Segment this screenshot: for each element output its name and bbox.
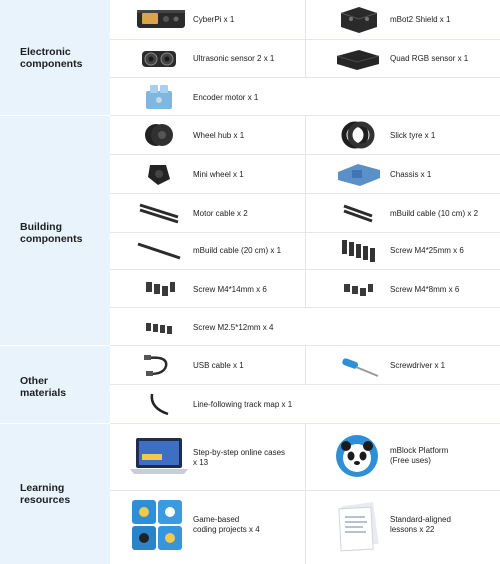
- item-label-ultrasonic-sensor: Ultrasonic sensor 2 x 1: [193, 54, 275, 63]
- mblock-panda-logo: [333, 432, 381, 480]
- mini-wheel-image: [142, 159, 176, 189]
- column-divider: [305, 345, 306, 384]
- usb-cable-image: [142, 350, 176, 380]
- category-electronic-components: Electronic components: [20, 46, 83, 70]
- track-map-image: [146, 390, 174, 418]
- item-label-cyberpi: CyberPi x 1: [193, 15, 235, 24]
- lessons-image: [334, 500, 382, 552]
- screwdriver-image: [338, 352, 382, 380]
- wheel-hub-image: [142, 120, 176, 150]
- item-label-mblock-platform: mBlock Platform (Free uses): [390, 446, 449, 465]
- screw-m4-14mm-image: [142, 276, 178, 302]
- category-learning-resources: Learning resources: [20, 482, 71, 506]
- mbuild-cable-10cm-image: [340, 200, 376, 226]
- item-label-encoder-motor: Encoder motor x 1: [193, 93, 259, 102]
- category-other-materials: Other materials: [20, 375, 67, 399]
- mbuild-cable-20cm-image: [134, 236, 184, 266]
- laptop-image: [128, 436, 190, 476]
- item-label-slick-tyre: Slick tyre x 1: [390, 131, 436, 140]
- game-projects-image: [130, 498, 184, 552]
- item-label-usb-cable: USB cable x 1: [193, 361, 244, 370]
- item-label-track-map: Line-following track map x 1: [193, 400, 293, 409]
- item-label-lessons: Standard-aligned lessons x 22: [390, 515, 451, 534]
- row-divider: [110, 384, 500, 385]
- item-label-screw-m4-8mm: Screw M4*8mm x 6: [390, 285, 460, 294]
- motor-cable-image: [136, 199, 182, 227]
- column-divider: [305, 423, 306, 564]
- item-label-screwdriver: Screwdriver x 1: [390, 361, 446, 370]
- item-label-mbuild-cable-10cm: mBuild cable (10 cm) x 2: [390, 209, 479, 218]
- item-label-wheel-hub: Wheel hub x 1: [193, 131, 245, 140]
- mbot2-shield-image: [337, 3, 381, 35]
- category-column: [0, 0, 110, 564]
- screw-m4-8mm-image: [340, 276, 376, 302]
- item-label-mbot2-shield: mBot2 Shield x 1: [390, 15, 451, 24]
- column-divider: [305, 115, 306, 308]
- column-divider: [305, 0, 306, 77]
- slick-tyre-image: [340, 120, 376, 150]
- item-label-quad-rgb-sensor: Quad RGB sensor x 1: [390, 54, 469, 63]
- screw-m25-12mm-image: [142, 315, 178, 339]
- item-label-mini-wheel: Mini wheel x 1: [193, 170, 244, 179]
- ultrasonic-sensor-image: [138, 43, 180, 74]
- category-divider: [0, 115, 110, 116]
- item-label-screw-m4-14mm: Screw M4*14mm x 6: [193, 285, 267, 294]
- item-label-chassis: Chassis x 1: [390, 170, 432, 179]
- item-label-motor-cable: Motor cable x 2: [193, 209, 248, 218]
- item-label-screw-m4-25mm: Screw M4*25mm x 6: [390, 246, 464, 255]
- row-divider: [110, 77, 500, 78]
- quad-rgb-sensor-image: [333, 44, 383, 74]
- item-label-screw-m25-12mm: Screw M2.5*12mm x 4: [193, 323, 274, 332]
- item-label-online-cases: Step-by-step online cases x 13: [193, 448, 286, 467]
- chassis-image: [334, 158, 384, 190]
- item-label-mbuild-cable-20cm: mBuild cable (20 cm) x 1: [193, 246, 282, 255]
- encoder-motor-image: [140, 81, 178, 113]
- category-divider: [0, 423, 110, 424]
- cyberpi-image: [134, 4, 188, 34]
- category-divider: [0, 345, 110, 346]
- screw-m4-25mm-image: [336, 236, 380, 266]
- category-building-components: Building components: [20, 221, 83, 245]
- item-label-game-projects: Game-based coding projects x 4: [193, 515, 260, 534]
